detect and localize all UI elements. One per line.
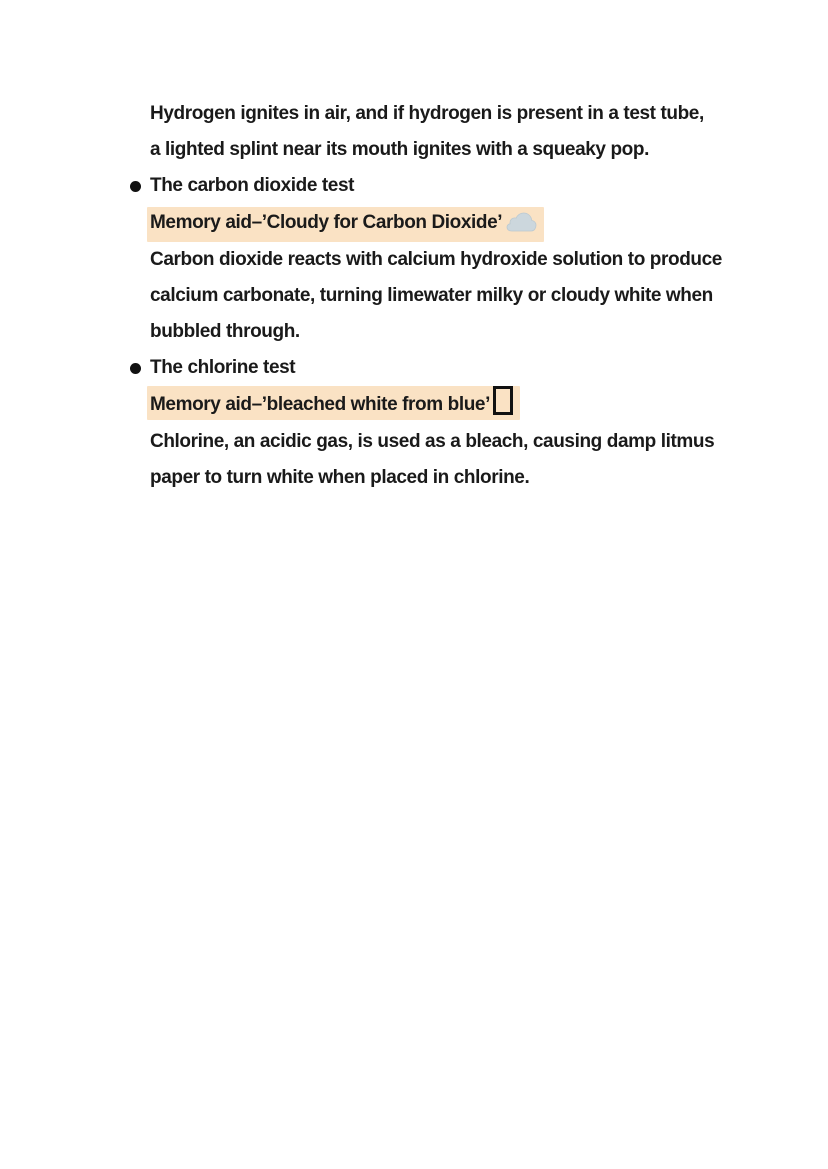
text-line: Chlorine, an acidic gas, is used as a bleach, causing damp litmus	[150, 430, 715, 452]
bullet-marker	[130, 363, 141, 374]
bullet-item-chlorine-test	[150, 350, 790, 496]
memory-aid-text: Memory aid–’bleached white from blue’	[150, 394, 490, 416]
hydrogen-test-paragraph	[150, 96, 790, 168]
text-line: bubbled through.	[150, 321, 300, 343]
bullet-title: The chlorine test	[150, 357, 296, 379]
memory-aid-highlight	[147, 386, 520, 420]
bullet-marker	[130, 181, 141, 192]
text-line: calcium carbonate, turning limewater milky or cloudy white when	[150, 284, 713, 306]
missing-glyph-box	[493, 386, 513, 415]
text-line: Hydrogen ignites in air, and if hydrogen is present in a test tube,	[150, 103, 704, 124]
text-line: Carbon dioxide reacts with calcium hydroxide solution to produce	[150, 248, 722, 270]
text-line: paper to turn white when placed in chlorine.	[150, 466, 530, 488]
memory-aid-text: Memory aid–’Cloudy for Carbon Dioxide’	[150, 211, 503, 233]
notes-content	[150, 96, 790, 496]
bullet-title: The carbon dioxide test	[150, 175, 355, 197]
cloud-icon	[506, 211, 537, 242]
text-line: a lighted splint near its mouth ignites with a squeaky pop.	[150, 139, 649, 161]
memory-aid-line	[150, 386, 790, 423]
memory-aid-highlight	[147, 207, 544, 242]
memory-aid-line	[150, 205, 790, 242]
bullet-item-carbon-dioxide-test	[150, 168, 790, 350]
